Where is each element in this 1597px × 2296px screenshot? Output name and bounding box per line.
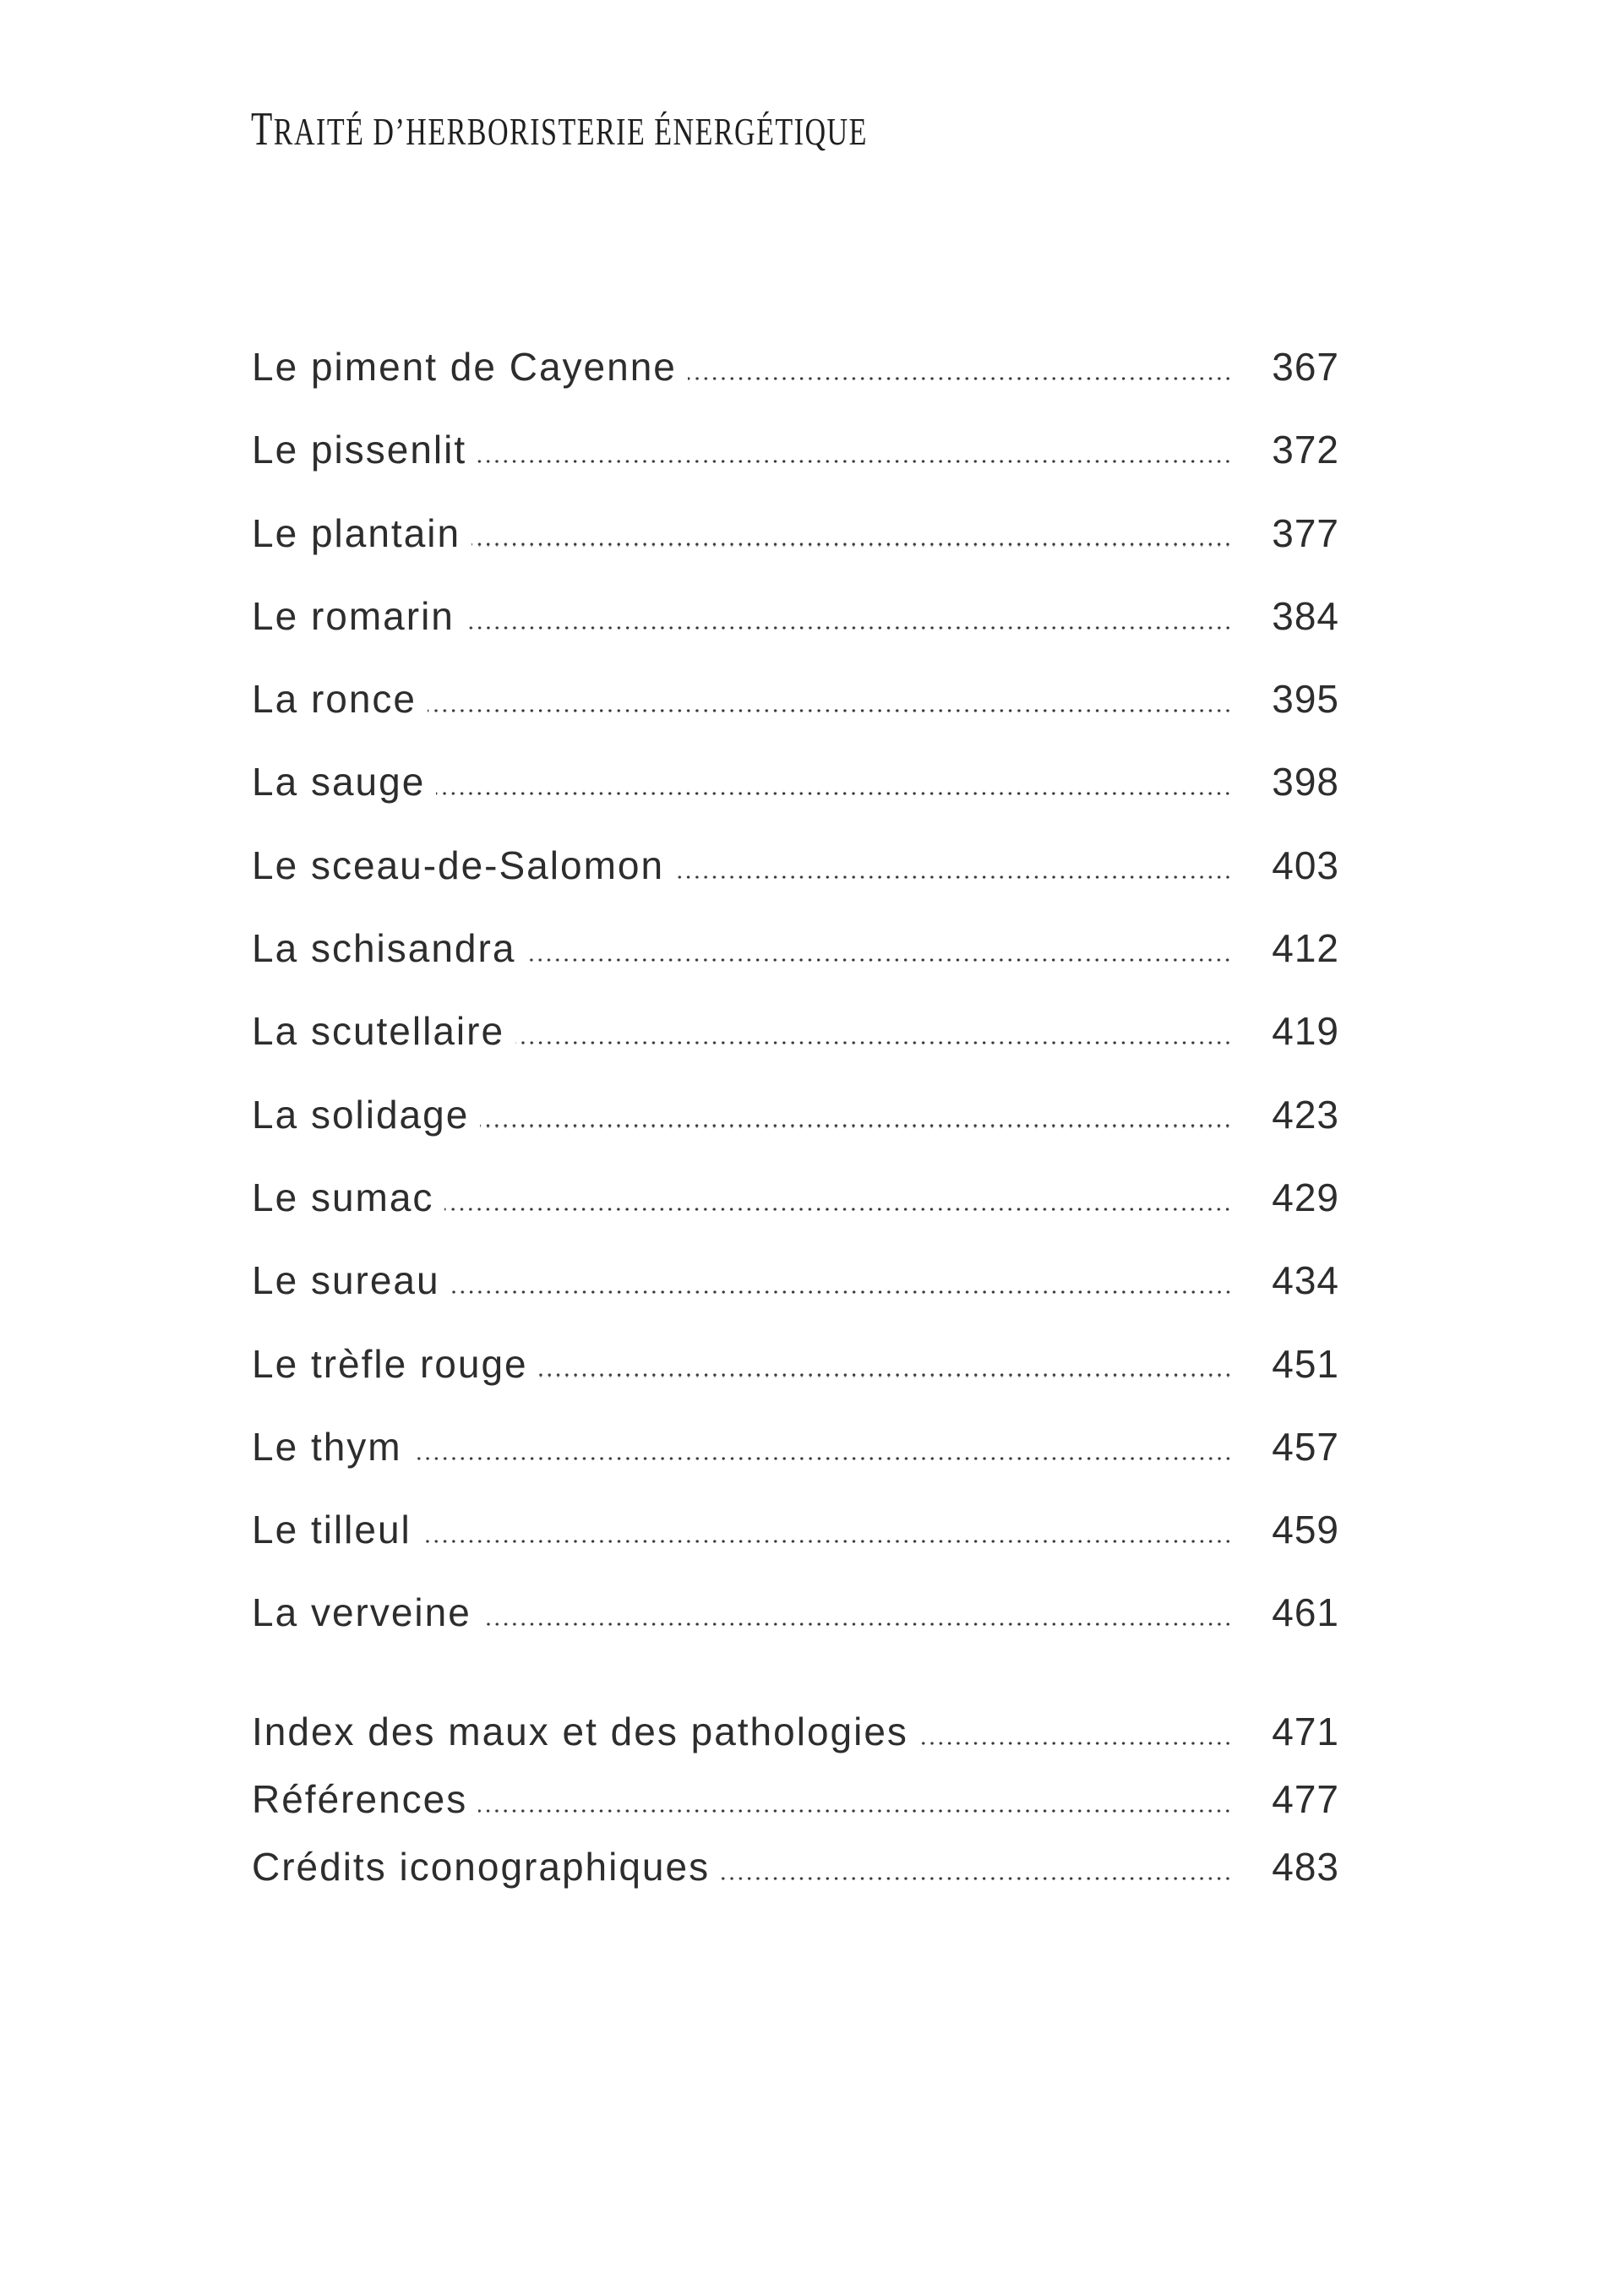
toc-page-number: 457 [1272,1424,1339,1469]
toc-row [252,760,1339,804]
toc-entry-label: Le romarin [252,593,455,638]
dot-leader [515,1041,1235,1044]
toc-row [252,1424,1339,1469]
toc-entry-label: Le sceau-de-Salomon [252,843,665,887]
toc-entry-label: Le plantain [252,510,461,555]
toc-entry-label: Le piment de Cayenne [252,345,677,389]
dot-leader [688,377,1235,380]
toc-row [252,428,1339,472]
toc-row [252,843,1339,887]
toc-page-number: 412 [1272,926,1339,971]
toc-row [252,1712,1339,1751]
toc-page-number: 403 [1272,843,1339,887]
dot-leader [526,958,1235,962]
dot-leader [471,543,1235,546]
toc-row [252,1777,1339,1821]
dot-leader [451,1290,1235,1294]
dot-leader [480,1124,1235,1127]
toc-entry-label: La sauge [252,760,426,804]
dot-leader [539,1373,1235,1377]
toc-entry-label: Le trèfle rouge [252,1341,528,1386]
toc-page-number: 395 [1272,677,1339,722]
dot-leader [482,1622,1235,1626]
toc-page-number: 434 [1272,1258,1339,1303]
dot-leader [478,1809,1235,1813]
toc-entry-label: Le tilleul [252,1508,412,1552]
toc-page-number: 372 [1272,428,1339,472]
dot-leader [477,460,1235,463]
toc-page-number: 461 [1272,1590,1339,1635]
toc-page-number: 384 [1272,593,1339,638]
toc-entry-label: La ronce [252,677,417,722]
toc-page-number: 367 [1272,345,1339,389]
toc-row [252,926,1339,971]
toc-entry-label: Le sumac [252,1175,434,1219]
dot-leader [428,709,1235,712]
toc-row [252,1341,1339,1386]
toc-entry-label: Références [252,1777,468,1821]
toc-entry-label: Crédits iconographiques [252,1845,711,1889]
toc-row [252,1258,1339,1303]
toc-page-number: 419 [1272,1009,1339,1054]
toc-page-number: 471 [1272,1710,1339,1753]
toc-entry-label: La schisandra [252,926,516,971]
toc-row [252,1508,1339,1552]
toc-entry-label: Le sureau [252,1258,440,1303]
toc-secondary-list [252,1712,1339,1915]
toc-row [252,1845,1339,1889]
toc-page-number: 459 [1272,1508,1339,1552]
dot-leader [444,1208,1235,1211]
toc-row [252,1092,1339,1137]
toc-entry-label: Le thym [252,1424,402,1469]
toc-page-number: 477 [1272,1777,1339,1821]
toc-page-number: 423 [1272,1092,1339,1137]
toc-row [252,1175,1339,1219]
title-initial-letter: T [251,103,274,155]
toc-entry-label: La scutellaire [252,1009,505,1054]
dot-leader [413,1457,1235,1460]
toc-row [252,510,1339,555]
toc-page-number: 377 [1272,510,1339,555]
toc-entry-label: Le pissenlit [252,428,467,472]
toc-entry-label: Index des maux et des pathologies [252,1710,908,1753]
toc-entry-label: La verveine [252,1590,471,1635]
toc-row [252,593,1339,638]
dot-leader [721,1877,1235,1880]
toc-page-number: 451 [1272,1341,1339,1386]
toc-row [252,345,1339,389]
toc-page-number: 429 [1272,1175,1339,1219]
toc-row [252,1009,1339,1054]
toc-page-number: 483 [1272,1845,1339,1889]
toc-page-number: 398 [1272,760,1339,804]
toc-row [252,677,1339,722]
dot-leader [919,1742,1235,1745]
book-title-text: TRAITÉ D’HERBORISTERIE ÉNERGÉTIQUE [251,103,868,155]
toc-main-list [252,347,1339,1677]
dot-leader [675,875,1235,879]
dot-leader [466,626,1235,630]
dot-leader [436,792,1235,795]
toc-row [252,1590,1339,1635]
dot-leader [422,1540,1235,1543]
toc-entry-label: La solidage [252,1092,470,1137]
book-title [251,103,868,155]
